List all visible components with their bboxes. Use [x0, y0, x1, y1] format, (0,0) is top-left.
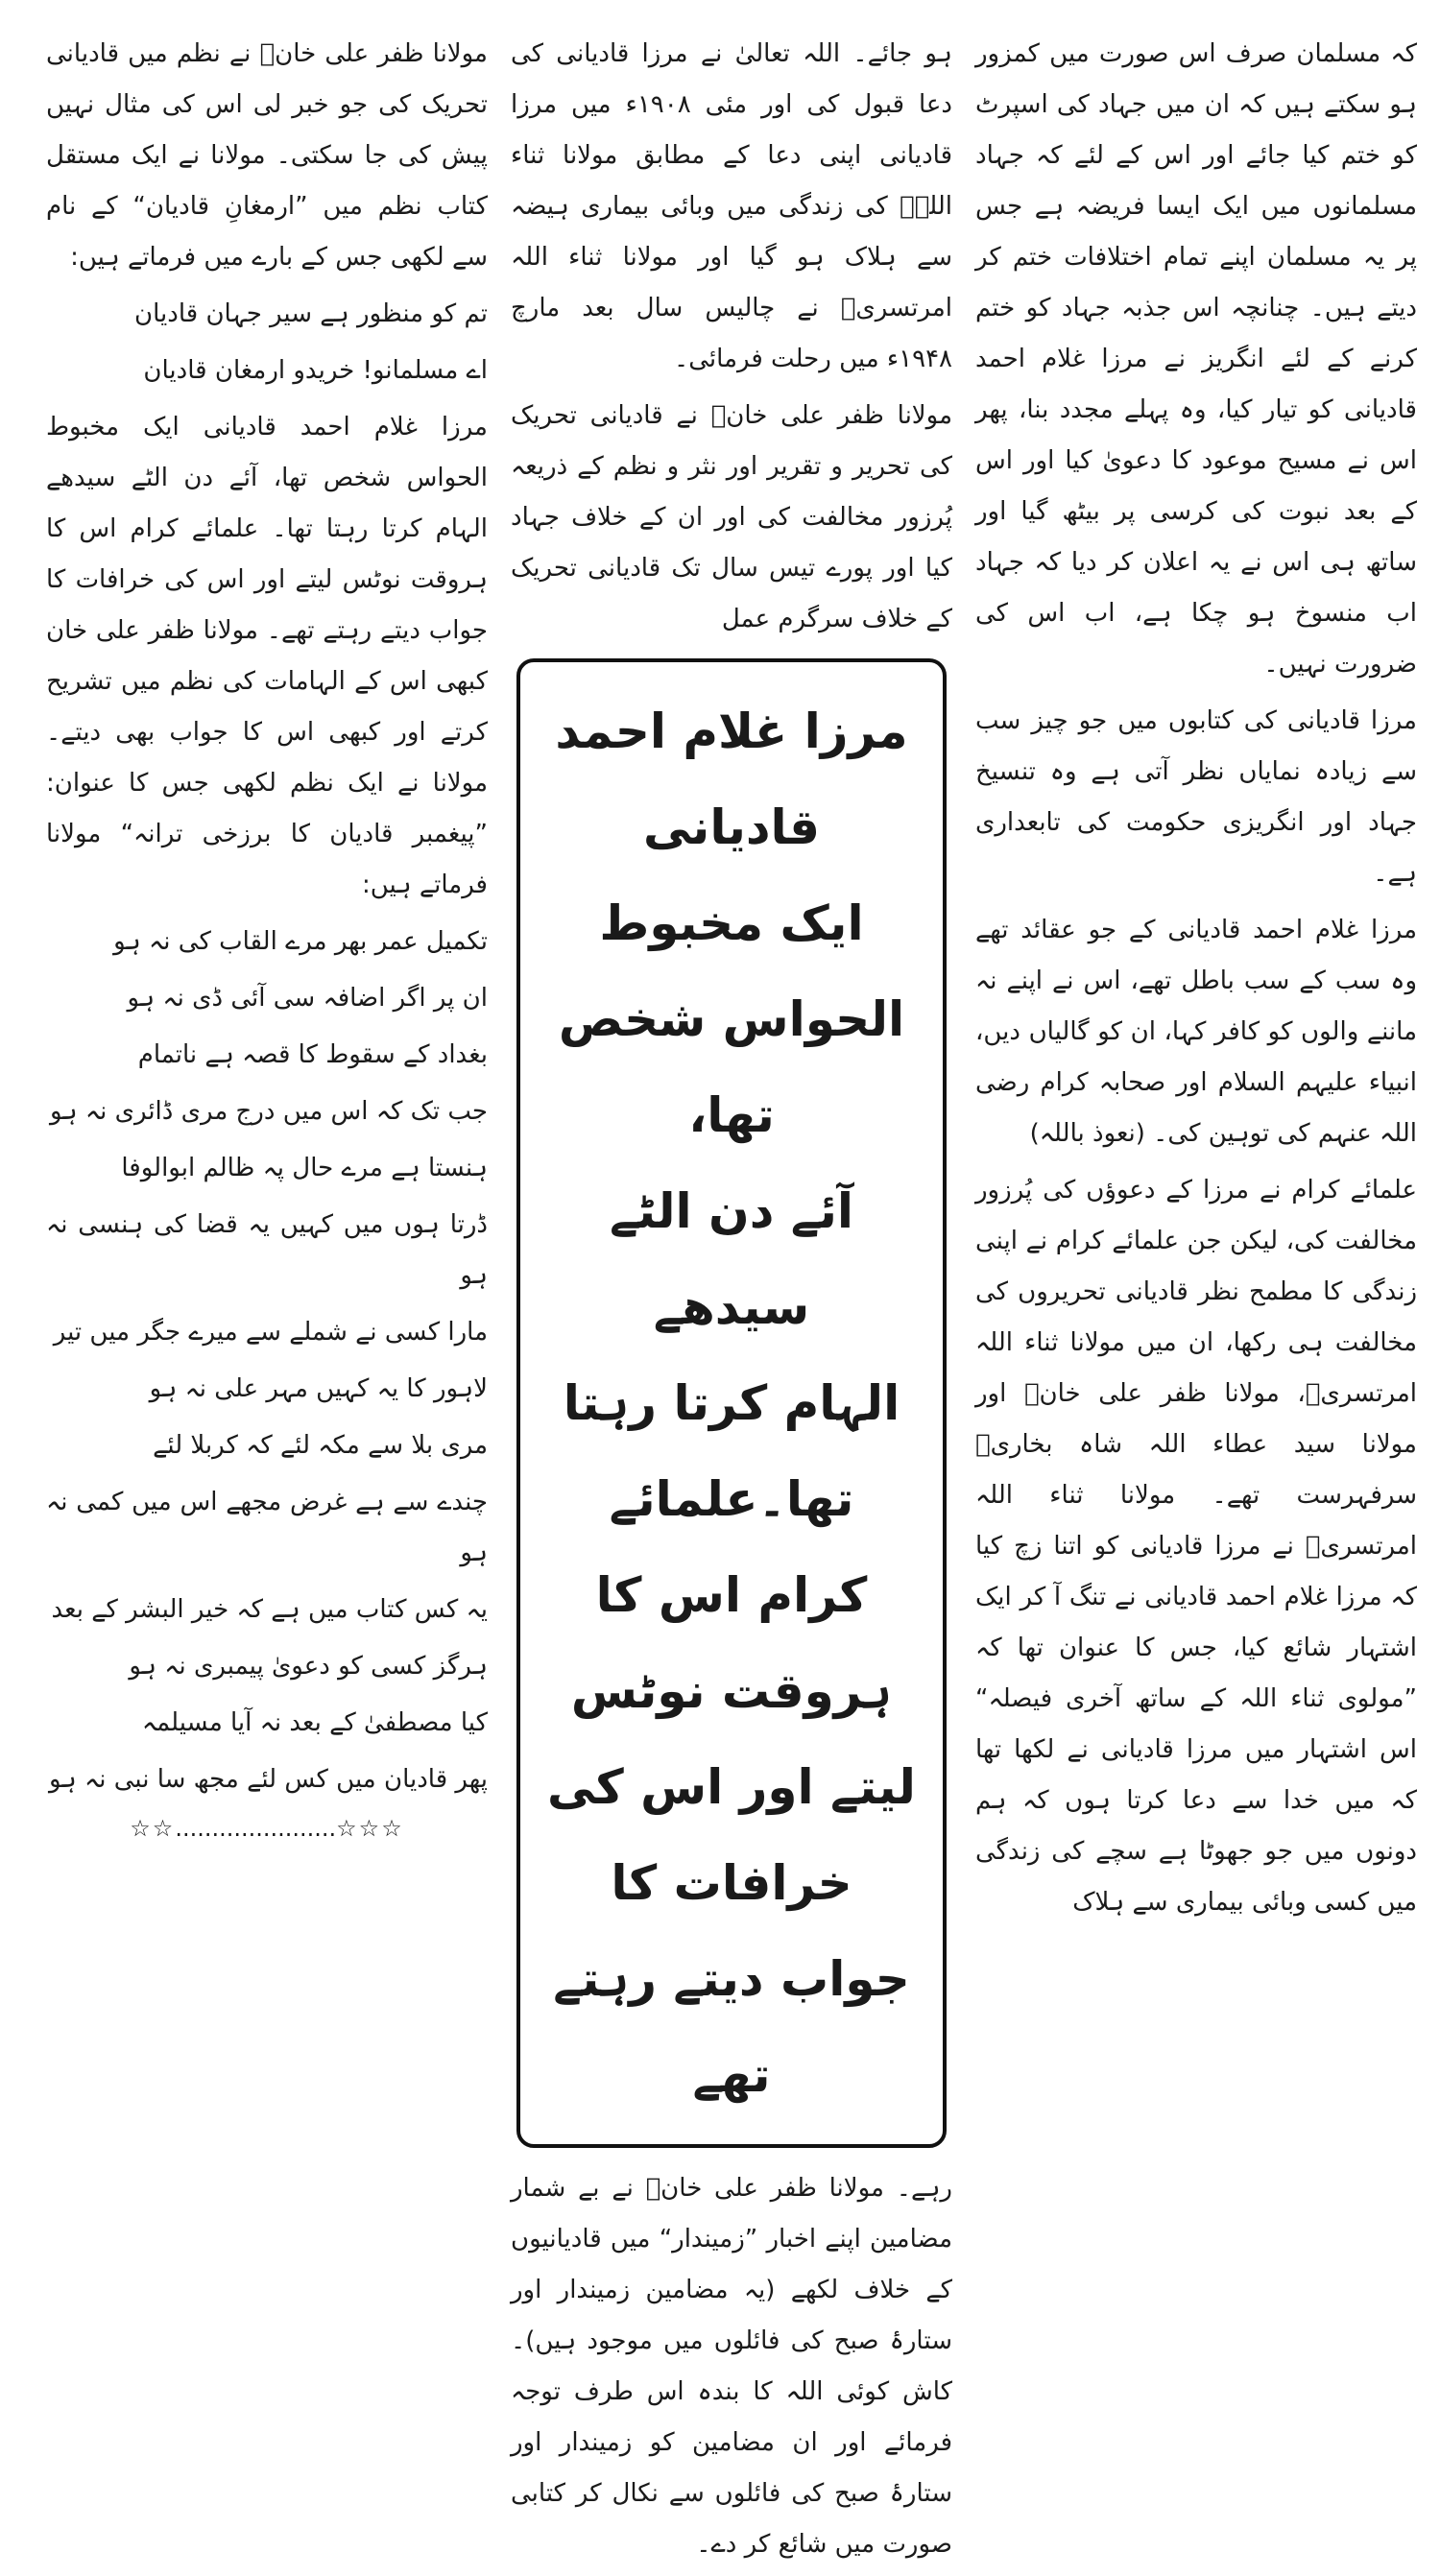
left-column [46, 29, 488, 2576]
pull-quote-line: لیتے اور اس کی خرافات کا [547, 1759, 916, 1911]
verse-line: اے مسلمانو! خریدو ارمغان قادیان [143, 356, 488, 385]
star-icon: ☆☆☆ [336, 1815, 404, 1842]
verse-line: تکمیل عمر بھر مرے القاب کی نہ ہو [113, 927, 488, 956]
star-icon: ☆☆ [130, 1815, 176, 1842]
verse-line: چندے سے ہے غرض مجھے اس میں کمی نہ ہو [46, 1488, 488, 1567]
poem-couplet [46, 289, 488, 396]
verse-line: تم کو منظور ہے سیر جہان قادیان [134, 299, 488, 328]
pull-quote-line: جواب دیتے رہتے تھے [553, 1951, 910, 2103]
paragraph: رہے۔ مولانا ظفر علی خانؒ نے بے شمار مضامین اپنے اخبار ”زمیندار“ میں قادیانیوں کے خلاف لکھے (یہ مضامین زمیندار اور ستارۂ صبح کی فائلوں میں موجود ہیں)۔ کاش کوئی اللہ کا بندہ اس طرف توجہ فرمائے اور ان مضامین کو زمیندار اور ستارۂ صبح کی فائلوں سے نکال کر کتابی صورت میں شائع کر دے۔ [511, 2174, 952, 2559]
paragraph: مولانا ظفر علی خانؒ نے قادیانی تحریک کی تحریر و تقریر اور نثر و نظم کے ذریعہ پُرزور مخالفت کی اور ان کے خلاف جہاد کیا اور پورے تیس سال تک قادیانی تحریک کے خلاف سرگرم عمل [511, 401, 952, 633]
verse-line: بغداد کے سقوط کا قصہ ہے ناتمام [137, 1040, 488, 1069]
verse-line: مری بلا سے مکہ لئے کہ کربلا لئے [153, 1431, 488, 1460]
verse-line: پھر قادیان میں کس لئے مجھ سا نبی نہ ہو [49, 1765, 488, 1794]
paragraph: مرزا غلام احمد قادیانی ایک مخبوط الحواس شخص تھا، آئے دن الٹے سیدھے الہام کرتا رہتا تھا۔ علمائے کرام اس کا ہروقت نوٹس لیتے اور اس کی خرافات کا جواب دیتے رہتے تھے۔ مولانا ظفر علی خان کبھی اس کے الہامات کی نظم میں تشریح کرتے اور کبھی اس کا جواب بھی دیتے۔ مولانا نے ایک نظم لکھی جس کا عنوان: ”پیغمبر قادیان کا برزخی ترانہ“ مولانا فرماتے ہیں: [46, 413, 488, 899]
article-columns [23, 29, 1418, 2559]
separator-dots: ...................... [175, 1815, 337, 1842]
pull-quote-line: کرام اس کا ہروقت نوٹس [570, 1567, 893, 1719]
verse-line: ان پر اگر اضافہ سی آئی ڈی نہ ہو [127, 984, 488, 1013]
verse-line: ڈرتا ہوں میں کہیں یہ قضا کی ہنسی نہ ہو [46, 1210, 488, 1290]
middle-column [511, 29, 952, 2576]
paragraph: مولانا ظفر علی خانؒ نے نظم میں قادیانی تحریک کی جو خبر لی اس کی مثال نہیں پیش کی جا سکتی۔ مولانا نے ایک مستقل کتاب نظم میں ”ارمغانِ قادیان“ کے نام سے لکھی جس کے بارے میں فرماتے ہیں: [46, 39, 488, 272]
verse-line: جب تک کہ اس میں درج مری ڈائری نہ ہو [49, 1097, 488, 1126]
verse-line: ہرگز کسی کو دعویٰ پیمبری نہ ہو [129, 1652, 488, 1681]
paragraph: مرزا غلام احمد قادیانی کے جو عقائد تھے وہ سب کے سب باطل تھے، اس نے اپنے نہ ماننے والوں کو کافر کہا، ان کو گالیاں دیں، انبیاء علیہم السلام اور صحابہ کرام رضی اللہ عنہم کی توہین کی۔ (نعوذ باللہ) [975, 916, 1417, 1148]
pull-quote-line: مرزا غلام احمد قادیانی [555, 704, 908, 855]
paragraph: کہ مسلمان صرف اس صورت میں کمزور ہو سکتے ہیں کہ ان میں جہاد کی اسپرٹ کو ختم کیا جائے اور اس کے لئے کہ جہاد مسلمانوں میں ایک ایسا فریضہ ہے جس پر یہ مسلمان اپنے تمام اختلافات ختم کر دیتے ہیں۔ چنانچہ اس جذبہ جہاد کو ختم کرنے کے لئے انگریز نے مرزا غلام احمد قادیانی کو تیار کیا، وہ پہلے مجدد بنا، پھر اس نے مسیح موعود کا دعویٰ کیا اور اس کے بعد نبوت کی کرسی پر بیٹھ گیا اور ساتھ ہی اس نے یہ اعلان کر دیا کہ جہاد اب منسوخ ہو چکا ہے، اب اس کی ضرورت نہیں۔ [975, 39, 1418, 679]
pull-quote-line: ایک مخبوط الحواس شخص تھا، [558, 895, 905, 1143]
right-column [975, 29, 1417, 2576]
pull-quote-line: آئے دن الٹے سیدھے [610, 1183, 853, 1335]
pull-quote-box [516, 658, 947, 2148]
verse-line: کیا مصطفیٰ کے بعد نہ آیا مسیلمہ [141, 1708, 488, 1737]
paragraph: ہو جائے۔ اللہ تعالیٰ نے مرزا قادیانی کی دعا قبول کی اور مئی ۱۹۰۸ء میں مرزا قادیانی اپنی دعا کے مطابق مولانا ثناء اللہؒ کی زندگی میں وبائی بیماری ہیضہ سے ہلاک ہو گیا اور مولانا ثناء اللہ امرتسریؒ نے چالیس سال بعد مارچ ۱۹۴۸ء میں رحلت فرمائی۔ [511, 39, 953, 373]
verse-line: یہ کس کتاب میں ہے کہ خیر البشر کے بعد [51, 1595, 488, 1624]
verse-line: لاہور کا یہ کہیں مہر علی نہ ہو [149, 1374, 488, 1403]
verse-line: مارا کسی نے شملے سے میرے جگر میں تیر [53, 1318, 488, 1347]
verse-line: ہنستا ہے مرے حال پہ ظالم ابوالوفا [121, 1154, 488, 1182]
pull-quote-line: الہام کرتا رہتا تھا۔علمائے [563, 1375, 900, 1527]
paragraph: علمائے کرام نے مرزا کے دعوؤں کی پُرزور مخالفت کی، لیکن جن علمائے کرام نے اپنی زندگی کا مطمح نظر قادیانی تحریروں کی مخالفت ہی رکھا، ان میں مولانا ثناء اللہ امرتسریؒ، مولانا ظفر علی خانؒ اور مولانا سید عطاء اللہ شاہ بخاریؒ سرفہرست تھے۔ مولانا ثناء اللہ امرتسریؒ نے مرزا قادیانی کو اتنا زچ کیا کہ مرزا غلام احمد قادیانی نے تنگ آ کر ایک اشتہار شائع کیا، جس کا عنوان تھا کہ ”مولوی ثناء اللہ کے ساتھ آخری فیصلہ“ اس اشتہار میں مرزا قادیانی نے لکھا تھا کہ میں خدا سے دعا کرتا ہوں کہ ہم دونوں میں جو جھوٹا ہے سچے کی زندگی میں کسی وبائی بیماری سے ہلاک [975, 1176, 1417, 1917]
section-separator [46, 1815, 488, 1842]
paragraph: مرزا قادیانی کی کتابوں میں جو چیز سب سے زیادہ نمایاں نظر آتی ہے وہ تنسیخ جہاد اور انگریزی حکومت کی تابعداری ہے۔ [975, 706, 1417, 888]
poem [46, 917, 488, 1805]
